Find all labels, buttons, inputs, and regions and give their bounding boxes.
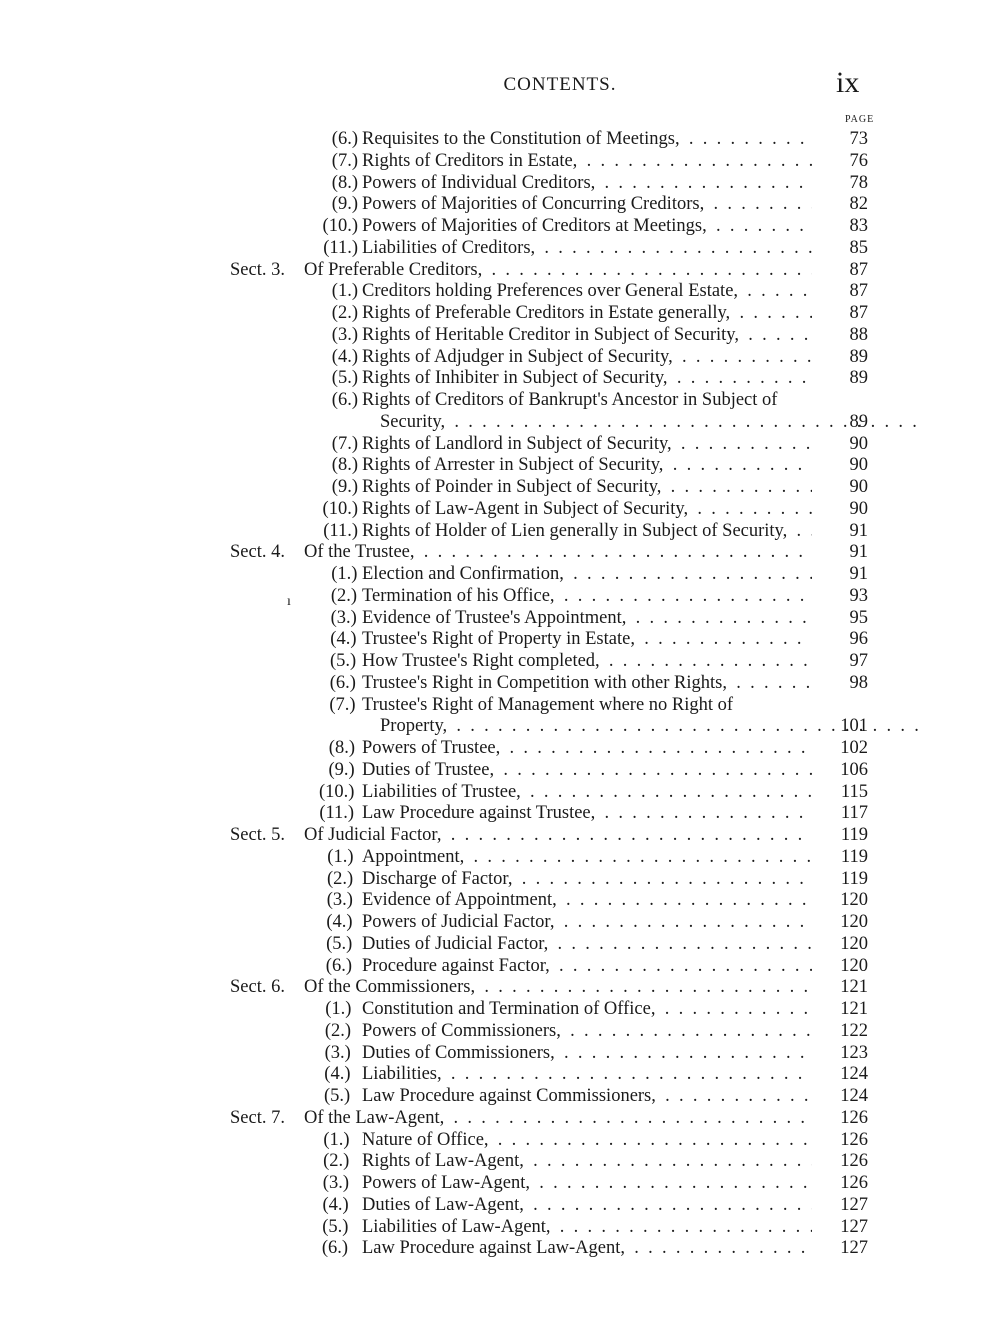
entry-page-number: 85 bbox=[849, 237, 868, 258]
entry-title: Rights of Inhibiter in Subject of Security, . . bbox=[362, 367, 812, 389]
entry-title: Rights of Arrester in Subject of Security, . . bbox=[362, 454, 812, 476]
entry-number: (1.) bbox=[325, 999, 352, 1019]
toc-entry-row bbox=[0, 1020, 1000, 1042]
entry-page-number: 91 bbox=[849, 520, 868, 541]
entry-title: Powers of Trustee, . . bbox=[362, 737, 812, 759]
entry-title: Evidence of Trustee's Appointment, . . bbox=[362, 607, 812, 629]
entry-number: (3.) bbox=[330, 607, 357, 628]
entry-title: Law Procedure against Commissioners, . . bbox=[362, 1085, 812, 1107]
toc-entry-row bbox=[0, 433, 1000, 455]
entry-title: Of the Commissioners, . . bbox=[304, 976, 812, 998]
toc-entry-row bbox=[0, 846, 1000, 868]
toc-entry-row bbox=[0, 280, 1000, 302]
toc-entry-row bbox=[0, 802, 1000, 824]
entry-number: (1.) bbox=[331, 564, 358, 584]
entry-number: (10.) bbox=[322, 498, 358, 519]
toc-entry-row bbox=[0, 694, 1000, 716]
entry-number: (7.) bbox=[329, 694, 356, 715]
entry-number: (5.) bbox=[326, 933, 353, 954]
entry-page-number: 96 bbox=[849, 629, 868, 650]
entry-number: (10.) bbox=[318, 781, 355, 802]
entry-page-number: 120 bbox=[840, 955, 868, 976]
toc-entry-row bbox=[0, 1216, 1000, 1238]
entry-title: Powers of Majorities of Concurring Creditors, . . bbox=[362, 193, 812, 215]
entry-page-number: 106 bbox=[840, 759, 868, 780]
entry-page-number: 89 bbox=[849, 346, 868, 367]
entry-number: (6.) bbox=[329, 672, 356, 693]
entry-page-number: 78 bbox=[849, 172, 868, 193]
entry-page-number: 87 bbox=[849, 259, 868, 280]
entry-page-number: 82 bbox=[849, 194, 868, 215]
entry-number: (2.) bbox=[323, 1151, 350, 1172]
toc-entry-row bbox=[0, 1129, 1000, 1151]
stray-mark: ı bbox=[287, 594, 291, 609]
entry-page-number: 73 bbox=[849, 129, 868, 149]
section-label: Sect. 4. bbox=[230, 542, 285, 563]
entry-page-number: 124 bbox=[840, 1086, 868, 1106]
entry-title: Of Preferable Creditors, . . bbox=[304, 259, 812, 281]
entry-page-number: 121 bbox=[840, 977, 868, 998]
entry-title: Appointment, . . bbox=[362, 846, 812, 868]
toc-entry-row bbox=[0, 520, 1000, 542]
toc-entry-row bbox=[0, 150, 1000, 172]
toc-entry-row bbox=[0, 1194, 1000, 1216]
entry-number: (3.) bbox=[331, 324, 358, 345]
entry-page-number: 90 bbox=[849, 455, 868, 476]
entry-number: (4.) bbox=[322, 1194, 349, 1215]
toc-entry-row bbox=[0, 672, 1000, 694]
toc-entry-row bbox=[0, 324, 1000, 346]
entry-title: Rights of Landlord in Subject of Security, . . bbox=[362, 433, 812, 455]
entry-number: (8.) bbox=[331, 455, 358, 476]
toc-entry-row bbox=[0, 193, 1000, 215]
entry-page-number: 126 bbox=[840, 1129, 868, 1150]
entry-number: (2.) bbox=[330, 585, 358, 606]
toc-entry-row bbox=[0, 237, 1000, 259]
entry-title: Procedure against Factor, . . bbox=[362, 955, 812, 977]
toc-entry-row bbox=[0, 476, 1000, 498]
entry-title: Creditors holding Preferences over General Estate, . . bbox=[362, 280, 812, 302]
entry-title: Powers of Law-Agent, . . bbox=[362, 1172, 812, 1194]
toc-entry-row bbox=[0, 411, 1000, 433]
toc-entry-row bbox=[0, 367, 1000, 389]
entry-title: Nature of Office, . . bbox=[362, 1129, 812, 1151]
toc-section-row bbox=[0, 824, 1000, 846]
entry-page-number: 87 bbox=[849, 303, 868, 323]
toc-entry-row bbox=[0, 128, 1000, 150]
entry-number: (4.) bbox=[324, 1064, 351, 1085]
entry-number: (4.) bbox=[331, 346, 358, 367]
toc-entry-row bbox=[0, 607, 1000, 629]
entry-number: (1.) bbox=[327, 846, 354, 867]
entry-title: Powers of Commissioners, . . bbox=[362, 1020, 812, 1042]
entry-page-number: 119 bbox=[840, 846, 868, 867]
toc-section-row bbox=[0, 259, 1000, 281]
entry-page-number: 83 bbox=[849, 216, 868, 236]
toc-entry-row bbox=[0, 1085, 1000, 1107]
entry-title: Constitution and Termination of Office, . . bbox=[362, 998, 812, 1020]
entry-number: (11.) bbox=[323, 237, 358, 258]
section-label: Sect. 5. bbox=[230, 825, 285, 845]
entry-page-number: 98 bbox=[849, 672, 868, 693]
page-number: ix bbox=[836, 66, 860, 99]
entry-number: (7.) bbox=[331, 150, 358, 171]
entry-title: Trustee's Right in Competition with other Rights, . . bbox=[362, 672, 812, 694]
entry-title: Security, . . bbox=[380, 411, 812, 433]
entry-title: Rights of Preferable Creditors in Estate generally, . . bbox=[362, 302, 812, 324]
section-label: Sect. 7. bbox=[230, 1107, 285, 1128]
entry-page-number: 117 bbox=[840, 803, 868, 824]
entry-page-number: 119 bbox=[840, 825, 868, 845]
entry-page-number: 127 bbox=[840, 1194, 868, 1215]
entry-title: Rights of Law-Agent, . . bbox=[362, 1150, 812, 1172]
entry-number: (6.) bbox=[331, 390, 358, 410]
entry-title: Duties of Trustee, . . bbox=[362, 759, 812, 781]
entry-title: Trustee's Right of Management where no Right of bbox=[362, 694, 734, 715]
entry-page-number: 90 bbox=[849, 498, 868, 519]
section-label: Sect. 3. bbox=[230, 259, 285, 280]
entry-title: Rights of Heritable Creditor in Subject of Security, . . bbox=[362, 324, 812, 346]
entry-title: How Trustee's Right completed, . . bbox=[362, 650, 812, 672]
entry-page-number: 90 bbox=[849, 477, 868, 497]
entry-number: (6.) bbox=[331, 129, 358, 149]
entry-title: Evidence of Appointment, . . bbox=[362, 889, 812, 911]
toc-entry-row bbox=[0, 1172, 1000, 1194]
entry-title: Liabilities of Trustee, . . bbox=[362, 781, 812, 803]
entry-page-number: 120 bbox=[840, 933, 868, 954]
entry-page-number: 124 bbox=[840, 1064, 868, 1085]
entry-number: (2.) bbox=[326, 868, 354, 889]
entry-number: (3.) bbox=[322, 1173, 349, 1193]
section-label: Sect. 6. bbox=[230, 977, 285, 998]
toc-entry-row bbox=[0, 1150, 1000, 1172]
entry-title: Discharge of Factor, . . bbox=[362, 868, 812, 890]
entry-page-number: 93 bbox=[849, 585, 868, 606]
entry-number: (2.) bbox=[331, 303, 358, 323]
entry-page-number: 119 bbox=[840, 868, 868, 889]
entry-number: (4.) bbox=[326, 912, 353, 932]
toc-entry-row bbox=[0, 759, 1000, 781]
entry-number: (9.) bbox=[331, 477, 358, 497]
entry-title: Requisites to the Constitution of Meetings, . . bbox=[362, 128, 812, 150]
entry-page-number: 127 bbox=[840, 1238, 868, 1259]
entry-title: Powers of Majorities of Creditors at Meetings, . . bbox=[362, 215, 812, 237]
entry-page-number: 102 bbox=[840, 738, 868, 758]
toc-entry-row bbox=[0, 498, 1000, 520]
entry-page-number: 91 bbox=[849, 564, 868, 584]
entry-number: (2.) bbox=[324, 1020, 352, 1041]
toc-entry-row bbox=[0, 1042, 1000, 1064]
toc-section-row bbox=[0, 1107, 1000, 1129]
entry-page-number: 91 bbox=[849, 542, 868, 563]
entry-title: Powers of Individual Creditors, . . bbox=[362, 172, 812, 194]
entry-number: (9.) bbox=[331, 194, 358, 215]
entry-page-number: 120 bbox=[840, 912, 868, 932]
toc-entry-row bbox=[0, 389, 1000, 411]
entry-number: (3.) bbox=[324, 1042, 351, 1063]
entry-title: Termination of his Office, . . bbox=[362, 585, 812, 607]
entry-title: Election and Confirmation, . . bbox=[362, 563, 812, 585]
entry-page-number: 126 bbox=[840, 1151, 868, 1172]
entry-page-number: 122 bbox=[840, 1020, 868, 1041]
toc-entry-row bbox=[0, 715, 1000, 737]
entry-number: (4.) bbox=[330, 629, 357, 650]
entry-title: Liabilities of Law-Agent, . . bbox=[362, 1216, 812, 1238]
toc-entry-row bbox=[0, 454, 1000, 476]
entry-title: Duties of Judicial Factor, . . bbox=[362, 933, 812, 955]
entry-title: Of Judicial Factor, . . bbox=[304, 824, 812, 846]
toc-entry-row bbox=[0, 737, 1000, 759]
entry-number: (1.) bbox=[323, 1129, 350, 1150]
toc-entry-row bbox=[0, 585, 1000, 607]
entry-page-number: 95 bbox=[849, 607, 868, 628]
entry-title: Property, . . bbox=[380, 715, 812, 737]
entry-page-number: 120 bbox=[840, 890, 868, 911]
toc-entry-row bbox=[0, 933, 1000, 955]
entry-page-number: 76 bbox=[849, 150, 868, 171]
entry-title: Rights of Creditors of Bankrupt's Ancestor in Subject of bbox=[362, 390, 778, 410]
toc-entry-row bbox=[0, 889, 1000, 911]
entry-page-number: 87 bbox=[849, 281, 868, 302]
entry-title: Law Procedure against Trustee, . . bbox=[362, 802, 812, 824]
toc-entry-row bbox=[0, 1063, 1000, 1085]
entry-number: (3.) bbox=[326, 890, 353, 911]
entry-number: (5.) bbox=[329, 651, 357, 671]
entry-title: Duties of Commissioners, . . bbox=[362, 1042, 812, 1064]
toc-entry-row bbox=[0, 302, 1000, 324]
entry-page-number: 90 bbox=[849, 433, 868, 454]
entry-title: Rights of Adjudger in Subject of Security, . . bbox=[362, 346, 812, 368]
entry-title: Law Procedure against Law-Agent, . . bbox=[362, 1237, 812, 1259]
entry-number: (11.) bbox=[319, 803, 355, 824]
toc-section-row bbox=[0, 976, 1000, 998]
entry-number: (10.) bbox=[322, 216, 358, 236]
entry-number: (6.) bbox=[321, 1238, 349, 1259]
entry-title: Liabilities, . . bbox=[362, 1063, 812, 1085]
running-header-title: CONTENTS. bbox=[503, 74, 617, 95]
toc-entry-row bbox=[0, 911, 1000, 933]
toc-entry-row bbox=[0, 998, 1000, 1020]
entry-number: (9.) bbox=[328, 759, 355, 780]
entry-number: (1.) bbox=[331, 281, 358, 302]
toc-entry-row bbox=[0, 868, 1000, 890]
toc-entry-row bbox=[0, 215, 1000, 237]
toc-entry-row bbox=[0, 650, 1000, 672]
entry-number: (8.) bbox=[328, 738, 355, 758]
entry-number: (11.) bbox=[323, 520, 358, 541]
toc-entry-row bbox=[0, 346, 1000, 368]
entry-page-number: 126 bbox=[840, 1173, 868, 1193]
toc-entry-row bbox=[0, 563, 1000, 585]
toc-section-row bbox=[0, 541, 1000, 563]
entry-page-number: 121 bbox=[840, 999, 868, 1019]
entry-page-number: 89 bbox=[849, 411, 868, 432]
entry-page-number: 88 bbox=[849, 324, 868, 345]
entry-page-number: 127 bbox=[840, 1216, 868, 1237]
entry-number: (5.) bbox=[323, 1086, 351, 1106]
entry-title: Of the Law-Agent, . . bbox=[304, 1107, 812, 1129]
entry-page-number: 115 bbox=[840, 781, 868, 802]
entry-title: Rights of Poinder in Subject of Security, . . bbox=[362, 476, 812, 498]
page-column-label: PAGE bbox=[845, 114, 875, 125]
toc-entry-row bbox=[0, 781, 1000, 803]
entry-number: (5.) bbox=[322, 1216, 349, 1237]
entry-number: (6.) bbox=[325, 955, 352, 976]
entry-page-number: 97 bbox=[849, 651, 868, 671]
toc-entry-row bbox=[0, 955, 1000, 977]
entry-page-number: 101 bbox=[840, 716, 868, 737]
entry-title: Of the Trustee, . . bbox=[304, 541, 812, 563]
toc-entry-row bbox=[0, 628, 1000, 650]
entry-title: Rights of Holder of Lien generally in Subject of Security, . . bbox=[362, 520, 812, 542]
toc-entry-row bbox=[0, 1237, 1000, 1259]
entry-page-number: 123 bbox=[840, 1042, 868, 1063]
entry-title: Rights of Creditors in Estate, . . bbox=[362, 150, 812, 172]
entry-title: Rights of Law-Agent in Subject of Security, . . bbox=[362, 498, 812, 520]
entry-page-number: 126 bbox=[840, 1107, 868, 1128]
entry-number: (8.) bbox=[331, 172, 358, 193]
entry-number: (7.) bbox=[331, 433, 358, 454]
entry-title: Trustee's Right of Property in Estate, . . bbox=[362, 628, 812, 650]
entry-title: Duties of Law-Agent, . . bbox=[362, 1194, 812, 1216]
toc-entry-row bbox=[0, 172, 1000, 194]
entry-page-number: 89 bbox=[849, 368, 868, 389]
entry-title: Liabilities of Creditors, . . bbox=[362, 237, 812, 259]
entry-title: Powers of Judicial Factor, . . bbox=[362, 911, 812, 933]
entry-number: (5.) bbox=[331, 368, 358, 389]
